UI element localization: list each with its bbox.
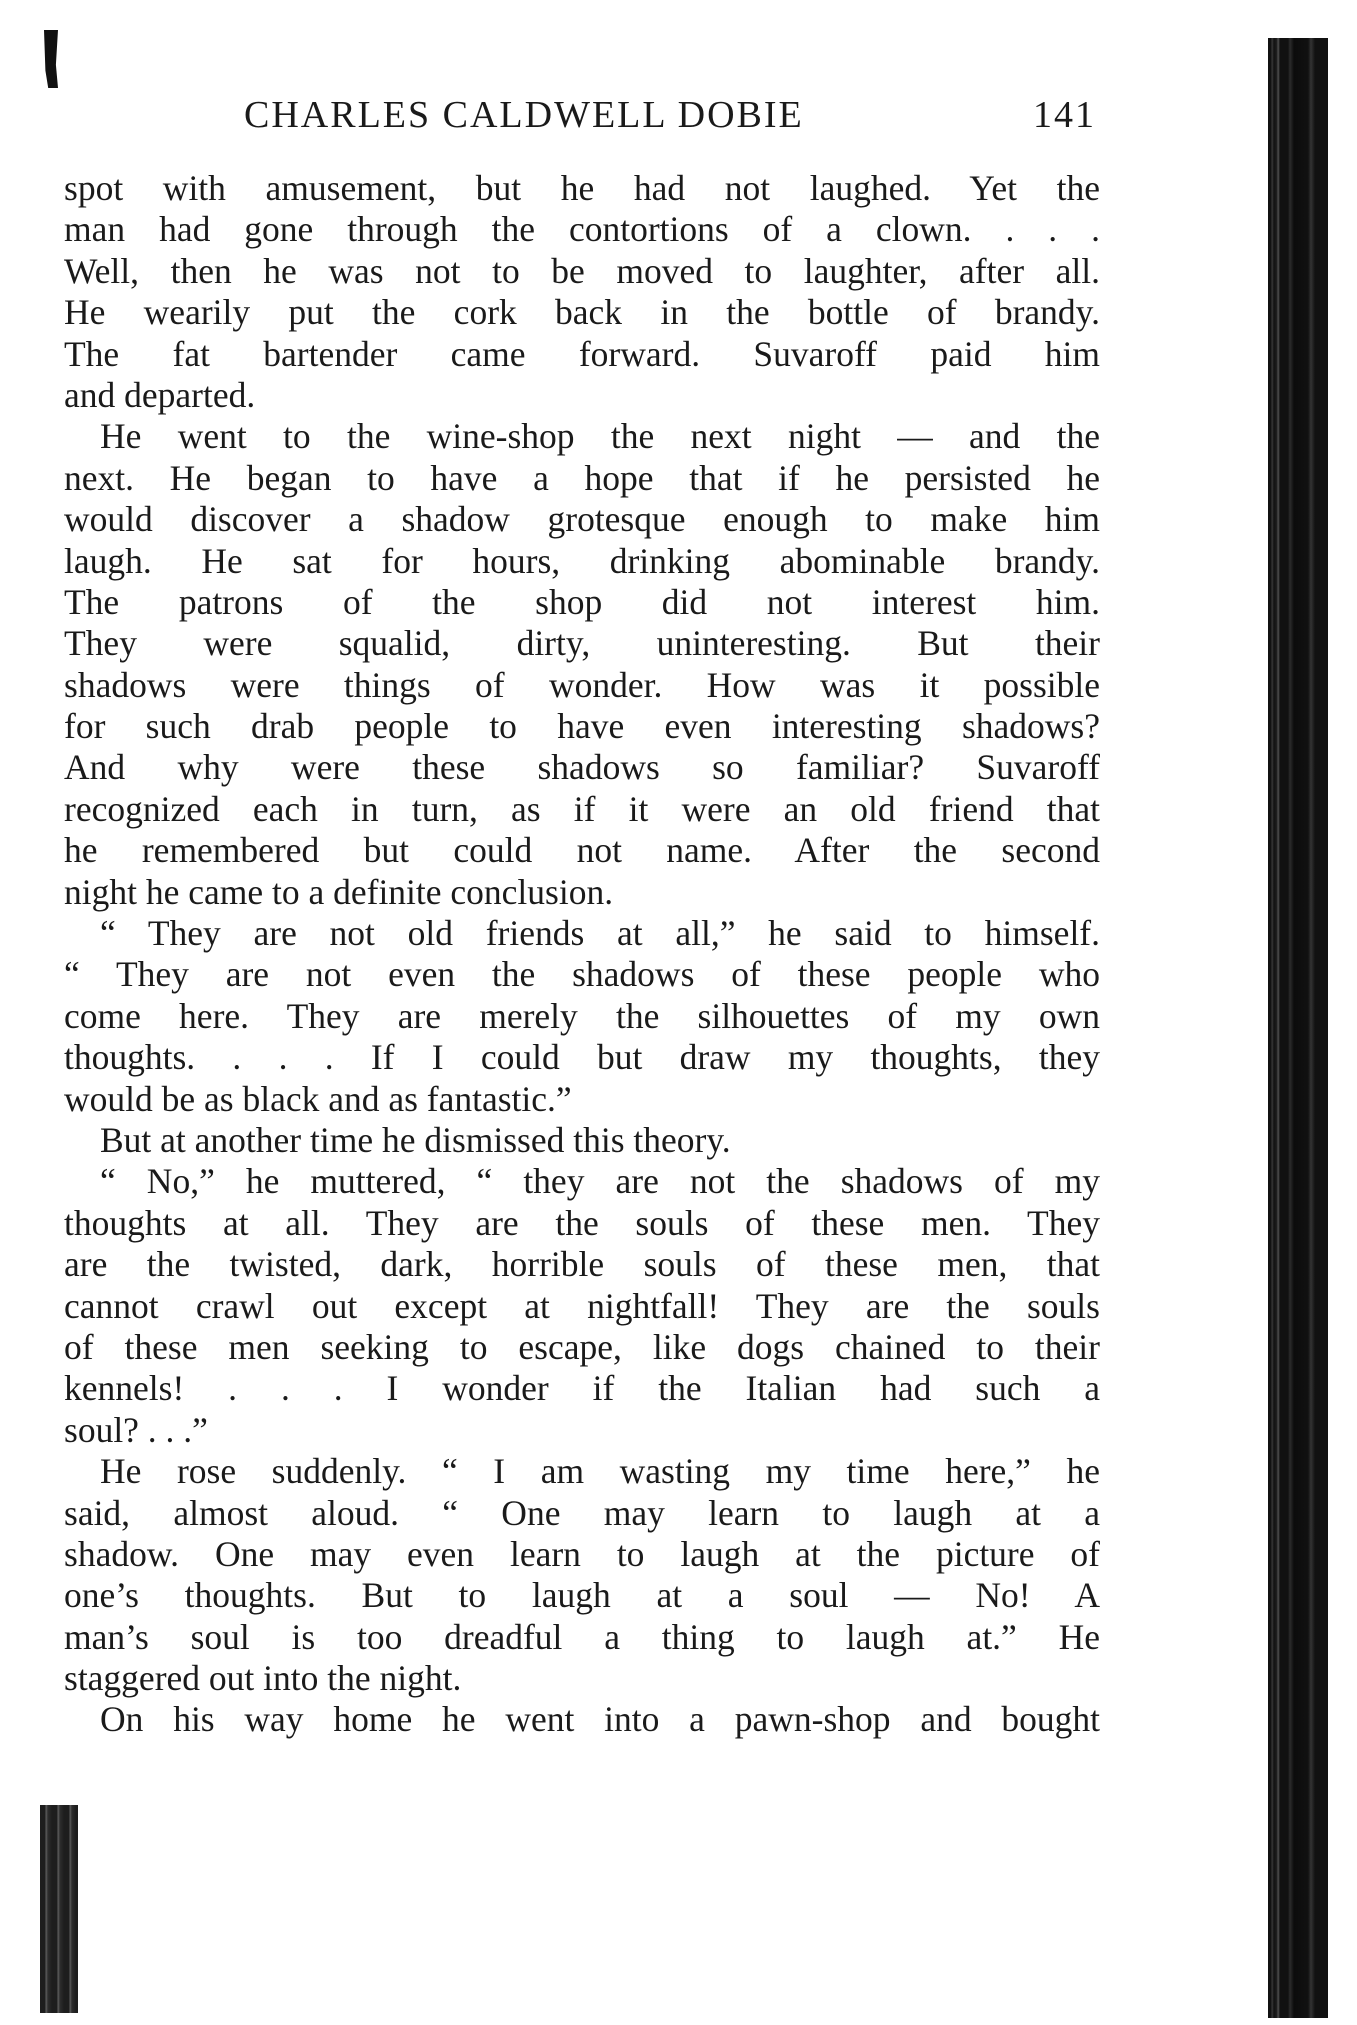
text-line: spot with amusement, but he had not laughed. Yet the xyxy=(64,168,1100,208)
text-line: are the twisted, dark, horrible souls of these men, that xyxy=(64,1244,1100,1285)
text-line: They were squalid, dirty, uninteresting. But their xyxy=(64,623,1100,664)
scan-edge-mark-top xyxy=(44,30,58,88)
text-line: He went to the wine-shop the next night — and the xyxy=(100,416,1100,457)
text-line: would be as black and as fantastic.” xyxy=(64,1078,572,1119)
text-line: staggered out into the night. xyxy=(64,1658,462,1699)
page-number: 141 xyxy=(1033,94,1096,136)
text-line: next. He began to have a hope that if he persisted he xyxy=(64,457,1100,498)
text-line: And why were these shadows so familiar? Suvaroff xyxy=(64,747,1100,788)
text-line: and departed. xyxy=(64,374,256,415)
text-line: “ They are not old friends at all,” he said to himself. xyxy=(100,913,1100,954)
scan-edge-mark-bottom xyxy=(40,1805,78,2013)
text-line: He wearily put the cork back in the bottle of brandy. xyxy=(64,292,1100,333)
text-line: soul? . . .” xyxy=(64,1409,208,1450)
text-line: man’s soul is too dreadful a thing to laugh at.” He xyxy=(64,1616,1100,1657)
text-line: one’s thoughts. But to laugh at a soul — No! A xyxy=(64,1575,1100,1616)
text-line: shadow. One may even learn to laugh at the picture of xyxy=(64,1533,1100,1574)
text-line: On his way home he went into a pawn-shop and bought xyxy=(100,1699,1100,1740)
text-line: “ No,” he muttered, “ they are not the shadows of my xyxy=(100,1161,1100,1202)
text-line: Well, then he was not to be moved to laughter, after all. xyxy=(64,250,1100,291)
running-title: CHARLES CALDWELL DOBIE xyxy=(244,94,804,136)
text-line: But at another time he dismissed this theory. xyxy=(100,1119,731,1160)
text-line: he remembered but could not name. After the second xyxy=(64,830,1100,871)
text-line: man had gone through the contortions of a clown. . . . xyxy=(64,209,1100,250)
body-text xyxy=(64,168,1100,1741)
text-line: He rose suddenly. “ I am wasting my time here,” he xyxy=(100,1451,1100,1492)
text-line: “ They are not even the shadows of these people who xyxy=(64,954,1100,995)
text-line: The fat bartender came forward. Suvaroff paid him xyxy=(64,333,1100,374)
text-line: night he came to a definite conclusion. xyxy=(64,871,614,912)
text-line: would discover a shadow grotesque enough to make him xyxy=(64,499,1100,540)
text-line: laugh. He sat for hours, drinking abominable brandy. xyxy=(64,540,1100,581)
text-line: The patrons of the shop did not interest him. xyxy=(64,581,1100,622)
text-line: of these men seeking to escape, like dogs chained to their xyxy=(64,1326,1100,1367)
text-line: cannot crawl out except at nightfall! They are the souls xyxy=(64,1285,1100,1326)
text-line: kennels! . . . I wonder if the Italian had such a xyxy=(64,1368,1100,1409)
text-line: thoughts at all. They are the souls of these men. They xyxy=(64,1202,1100,1243)
text-line: thoughts. . . . If I could but draw my thoughts, they xyxy=(64,1037,1100,1078)
running-head xyxy=(64,93,1100,143)
text-line: for such drab people to have even interesting shadows? xyxy=(64,706,1100,747)
text-line: shadows were things of wonder. How was it possible xyxy=(64,664,1100,705)
text-line: said, almost aloud. “ One may learn to laugh at a xyxy=(64,1492,1100,1533)
text-line: come here. They are merely the silhouettes of my own xyxy=(64,995,1100,1036)
book-binding-edge xyxy=(1268,38,1328,2018)
text-line: recognized each in turn, as if it were an old friend that xyxy=(64,788,1100,829)
